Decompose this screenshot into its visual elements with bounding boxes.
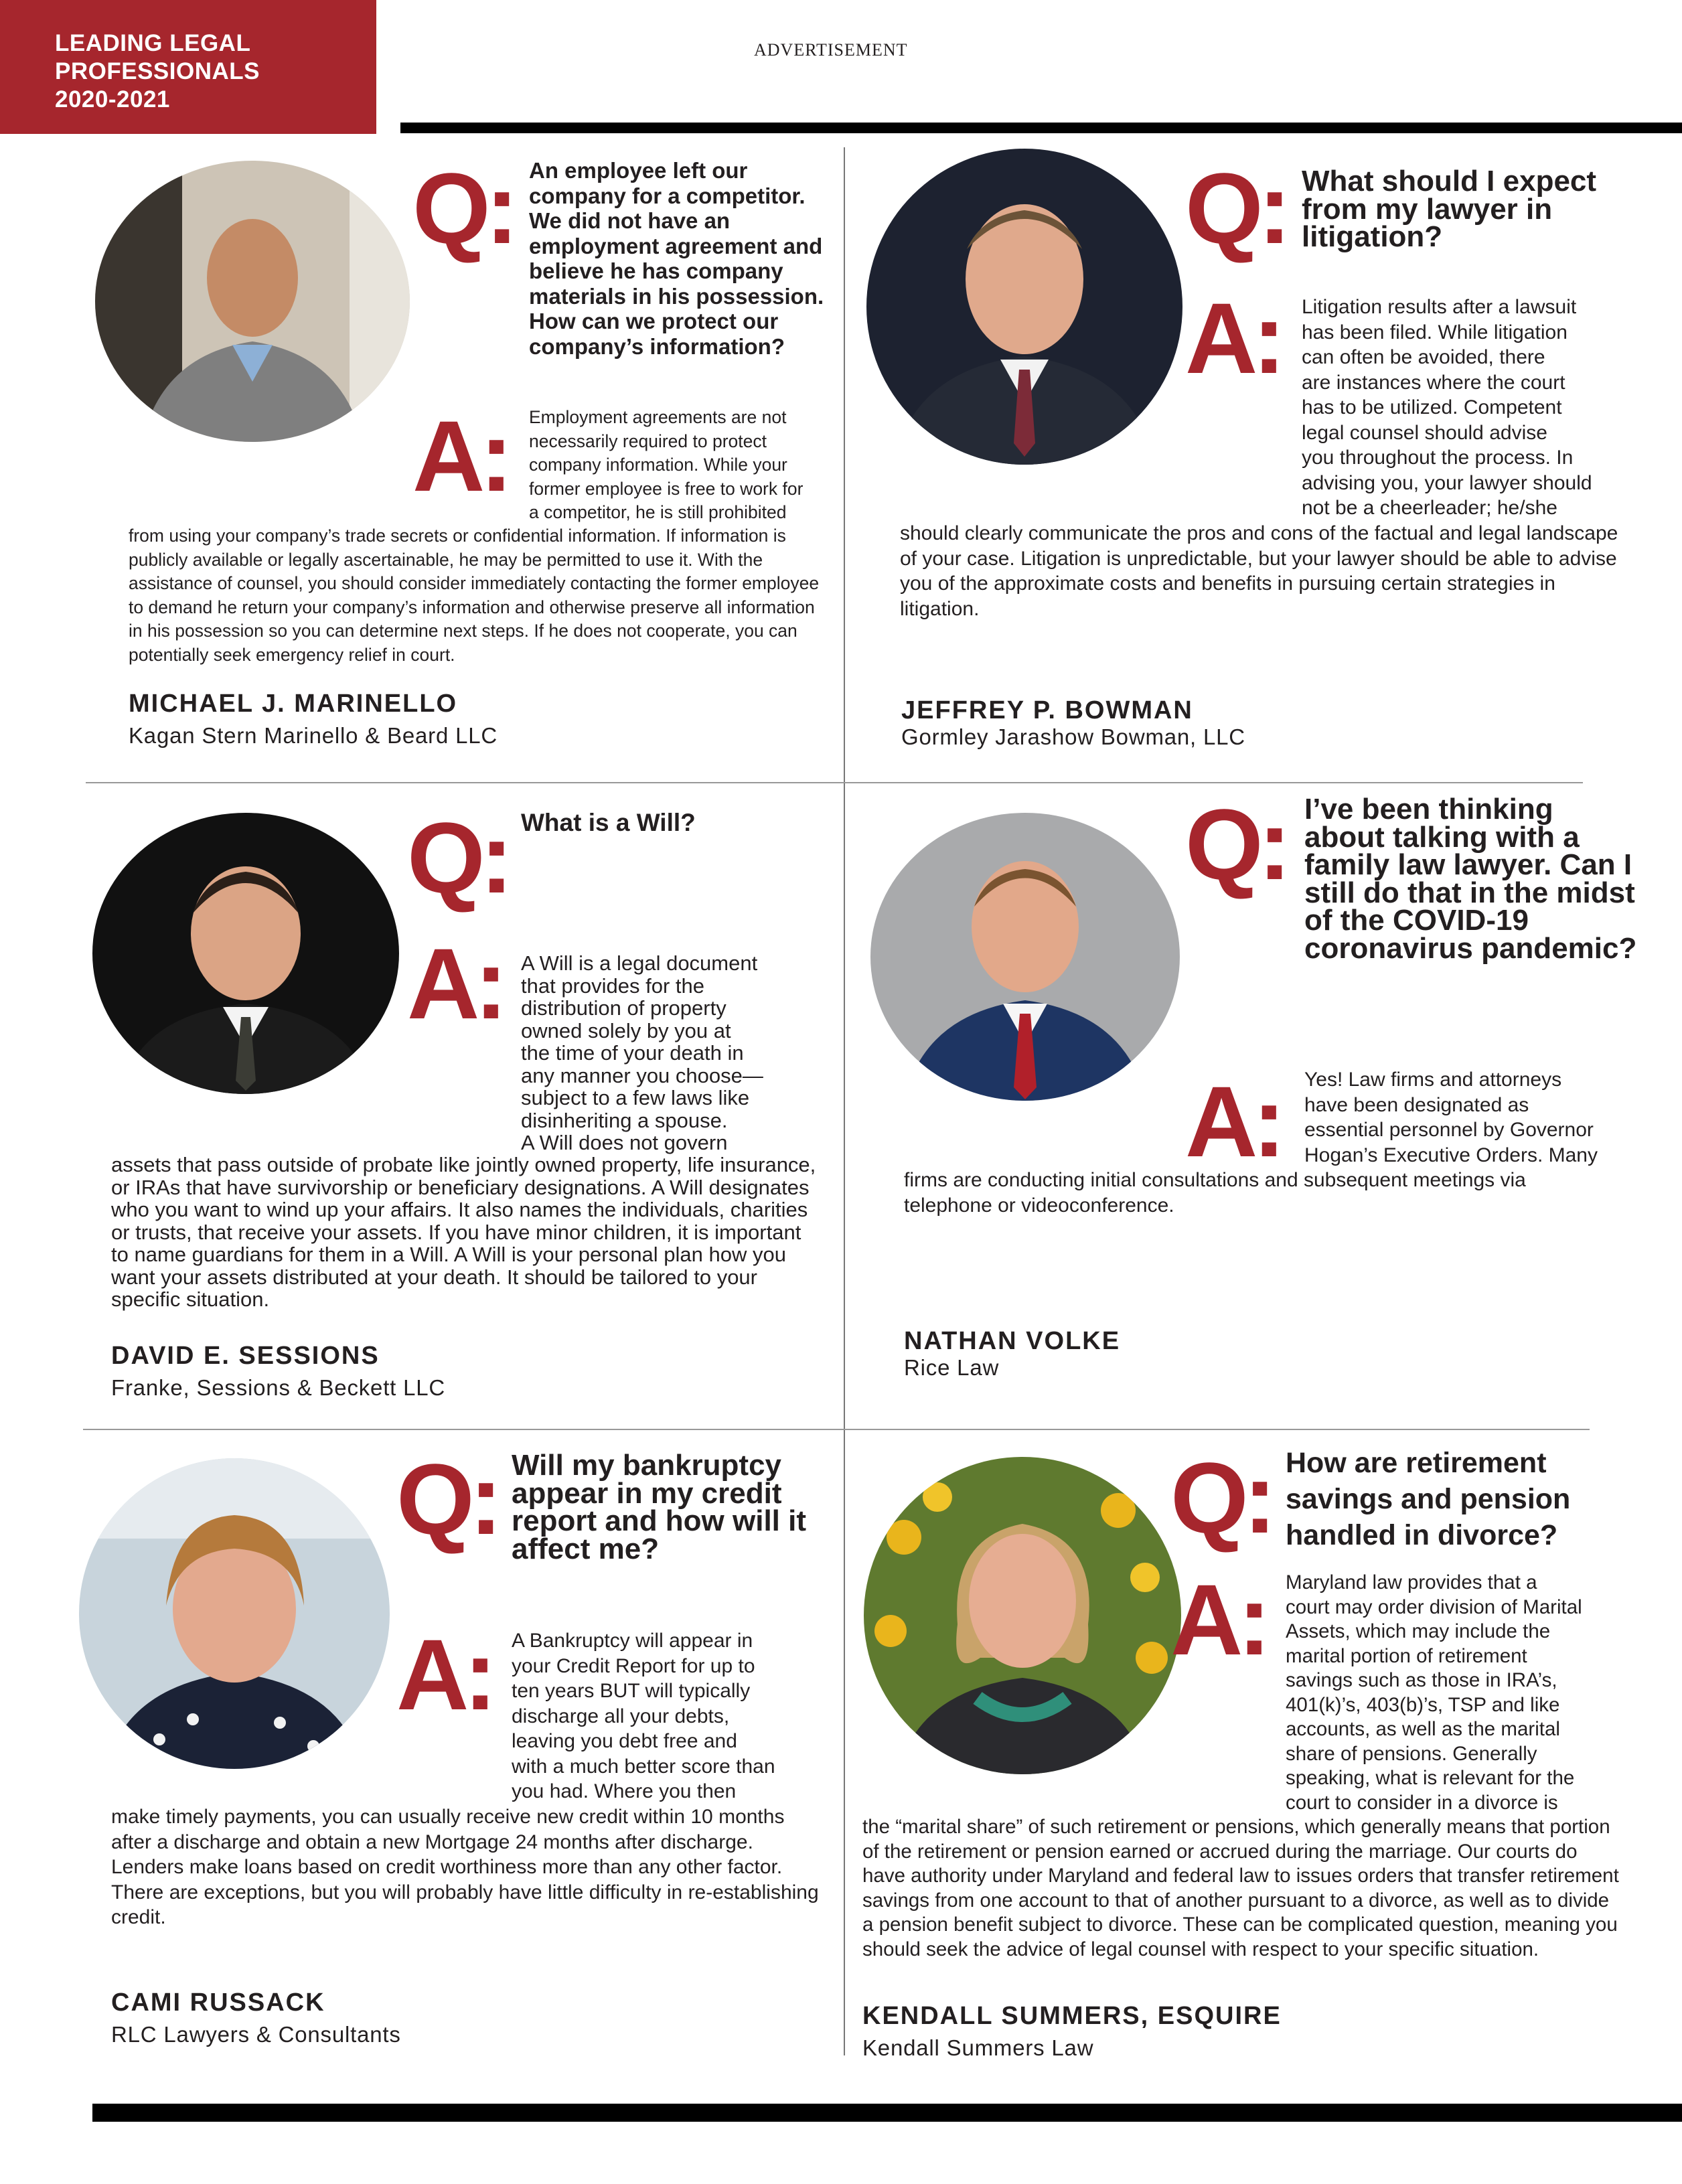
answer-6-body: the “marital share” of such retirement or pensions, which generally means that portion of the retirement or pension earned or accrued during the marriage. Our courts do have authority under Maryland and federal law to issues orders that transfer retirement savings from one account to that of another pursuant to a divorce, as well as to divide a pension benefit subject to divorce. These can be complicated question, meaning you should seek the advice of legal counsel with respect to your specific situation. <box>862 1816 1619 1960</box>
answer-5-body: make timely payments, you can usually receive new credit within 10 months after a discharge and obtain a new Mortgage 24 months after discharge. Lenders make loans based on credit worthiness more than any other factor. There are exceptions, but you will probably have little difficulty in re-establishing credit. <box>111 1806 819 1928</box>
answer-2-wrap: Litigation results after a lawsuit has been filed. While litigation can often be avoided, there are instances where the court has to be utilized. Competent legal counsel should advise you throughout the process. In advising you, your lawyer should not be a cheerleader; he/she <box>1302 296 1592 519</box>
firm-name-6: Kendall Summers Law <box>862 2035 1094 2060</box>
section-tag <box>0 0 376 134</box>
answer-3-body: assets that pass outside of probate like jointly owned property, life insurance, or IRAs that have survivorship or beneficiary designations. A Will designates who you want to wind up your affairs. It also names the individuals, charities or trusts, that receive your assets. If you have minor children, it is important to name guardians for them in a Will. A Will is your personal plan how you want your assets distributed at your death. It should be tailored to your specific situation. <box>111 1153 816 1311</box>
answer-4-body: firms are conducting initial consultations and subsequent meetings via telephone or videoconference. <box>904 1169 1526 1217</box>
answer-1-wrap: Employment agreements are not necessarily required to protect company information. While your former employee is free to work for a competitor, he is still prohibited <box>529 407 804 522</box>
answer-1-body: from using your company’s trade secrets or confidential information. If information is publicly available or legally ascertainable, he may be permitted to use it. With the assistance of counsel, you should consider immediately contacting the former employee to demand he return your company’s information and otherwise preserve all information in his possession so you can determine next steps. If he does not cooperate, you can potentially seek emergency relief in court. <box>129 526 820 665</box>
bottom-rule <box>92 2104 1682 2122</box>
answer-6-wrap: Maryland law provides that a court may order division of Marital Assets, which may include the marital portion of retirement savings such as those in IRA’s, 401(k)’s, 403(b)’s, TSP and like accounts, as well as the marital share of pensions. Generally speaking, what is relevant for the court to consider in a divorce is <box>1286 1571 1582 1814</box>
portrait-michael-marinello <box>95 161 410 442</box>
portrait-nathan-volke <box>870 813 1180 1101</box>
a-marker: A: <box>1185 282 1281 394</box>
q-marker: Q: <box>412 152 514 264</box>
section-tag-text: LEADING LEGAL PROFESSIONALS 2020-2021 <box>55 30 260 112</box>
question-1: An employee left our company for a competitor. We did not have an employment agreement and believe he has company materials in his possession. How can we protect our company’s information? <box>529 158 824 359</box>
q-marker: Q: <box>396 1443 498 1555</box>
attorney-name-1: MICHAEL J. MARINELLO <box>129 690 458 718</box>
question-5: Will my bankruptcy appear in my credit report and how will it affect me? <box>512 1449 806 1565</box>
attorney-name-4: NATHAN VOLKE <box>904 1327 1121 1355</box>
firm-name-2: Gormley Jarashow Bowman, LLC <box>901 724 1245 749</box>
question-4: I’ve been thinking about talking with a family law lawyer. Can I still do that in the midst of the COVID-19 coronavirus pandemic? <box>1304 793 1637 965</box>
q-marker: Q: <box>1185 152 1286 264</box>
row-divider-1 <box>86 782 1583 783</box>
column-divider <box>844 147 845 2055</box>
attorney-name-6: KENDALL SUMMERS, ESQUIRE <box>862 2002 1282 2030</box>
attorney-name-2: JEFFREY P. BOWMAN <box>901 696 1193 724</box>
firm-name-3: Franke, Sessions & Beckett LLC <box>111 1375 446 1400</box>
portrait-david-sessions <box>92 813 399 1094</box>
advertisement-label: ADVERTISEMENT <box>754 40 908 60</box>
q-marker: Q: <box>1185 788 1286 901</box>
portrait-kendall-summers <box>864 1457 1181 1774</box>
a-marker: A: <box>407 927 503 1040</box>
firm-name-5: RLC Lawyers & Consultants <box>111 2022 401 2047</box>
answer-3-wrap: A Will is a legal document that provides for the distribution of property owned solely by you at the time of your death in any manner you choose— subject to a few laws like disinheriting a spouse. A Will does not govern <box>521 951 763 1154</box>
portrait-jeffrey-bowman <box>866 149 1182 465</box>
answer-5-wrap: A Bankruptcy will appear in your Credit Report for up to ten years BUT will typically discharge all your debts, leaving you debt free and with a much better score than you had. Where you then <box>512 1630 775 1802</box>
portrait-cami-russack <box>79 1458 390 1769</box>
question-3: What is a Will? <box>521 809 696 836</box>
answer-2-body: should clearly communicate the pros and cons of the factual and legal landscape of your case. Litigation is unpredictable, but your lawyer should be able to advise you of the approximate costs and benefits in pursuing certain strategies in litigation. <box>900 522 1618 620</box>
firm-name-4: Rice Law <box>904 1355 1000 1380</box>
attorney-name-3: DAVID E. SESSIONS <box>111 1342 380 1370</box>
a-marker: A: <box>396 1618 492 1731</box>
question-6: How are retirement savings and pension handled in divorce? <box>1286 1447 1571 1551</box>
q-marker: Q: <box>407 801 508 914</box>
firm-name-1: Kagan Stern Marinello & Beard LLC <box>129 723 498 748</box>
a-marker: A: <box>1170 1563 1266 1676</box>
row-divider-2 <box>83 1429 1590 1430</box>
a-marker: A: <box>1185 1065 1281 1178</box>
answer-4-wrap: Yes! Law firms and attorneys have been designated as essential personnel by Governor Hogan’s Executive Orders. Many <box>1304 1069 1598 1166</box>
question-2: What should I expect from my lawyer in litigation? <box>1302 165 1597 253</box>
q-marker: Q: <box>1170 1441 1272 1554</box>
top-rule <box>400 123 1682 133</box>
a-marker: A: <box>412 400 508 512</box>
attorney-name-5: CAMI RUSSACK <box>111 1988 325 2017</box>
